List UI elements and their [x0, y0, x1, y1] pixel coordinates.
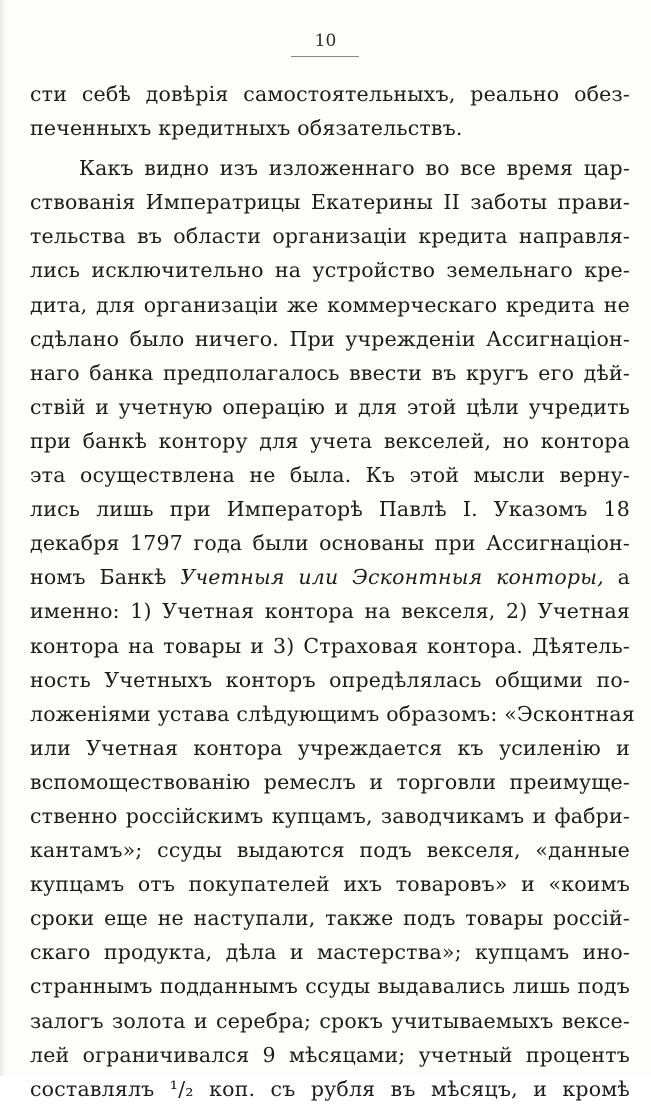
- text-line: ность Учетныхъ конторъ опредѣлялась общими по-: [30, 667, 630, 692]
- text-line: ствій и учетную операцію и для этой цѣли учредить: [30, 394, 630, 419]
- text-line: эта осуществлена не была. Къ этой мысли верну-: [30, 463, 630, 488]
- text-line: вспомоществованію ремеслъ и торговли преимуще-: [30, 769, 630, 794]
- text-line: контора на товары и 3) Страховая контора. Дѣятель-: [30, 633, 630, 658]
- italic-line-suffix: а: [603, 565, 630, 590]
- text-line: печенныхъ кредитныхъ обязательствъ.: [30, 116, 463, 141]
- text-line: ложеніями устава слѣдующимъ образомъ: «Эскoнтная: [30, 701, 635, 726]
- text-line: лись лишь при Императорѣ Павлѣ I. Указомъ 18: [30, 497, 630, 522]
- text-line: сти себѣ довѣрія самостоятельныхъ, реально обез-: [30, 82, 630, 106]
- text-line: дита, для организаціи же коммерческаго кредита не: [30, 292, 630, 317]
- text-line: купцамъ отъ покупателей ихъ товаровъ» и «коимъ: [30, 872, 630, 897]
- text-line: залогъ золота и серебра; срокъ учитываемыхъ вексе-: [30, 1008, 630, 1033]
- text-line: тельства въ области организаціи кредита направля-: [30, 224, 630, 249]
- text-line: кантамъ»; ссуды выдаются подъ векселя, «данные: [30, 838, 630, 863]
- text-line-with-italic: [30, 560, 630, 594]
- text-line: страннымъ подданнымъ ссуды выдавались лишь подъ: [30, 974, 630, 999]
- text-line: наго банка предполагалось ввести въ кругъ его дѣй-: [30, 360, 630, 385]
- text-line: лись исключительно на устройство земельнаго кре-: [30, 258, 630, 283]
- text-line: или Учетная контора учреждается къ усиленію и: [30, 735, 630, 760]
- text-line: лей ограничивался 9 мѣсяцами; учетный процентъ: [30, 1042, 630, 1067]
- text-line: при банкѣ контору для учета векселей, но контора: [30, 428, 630, 453]
- text-line: декабря 1797 года были основаны при Ассигнаціон-: [30, 531, 630, 556]
- body-text: [30, 77, 635, 1106]
- text-line: Какъ видно изъ изложеннаго во все время цар-: [79, 156, 630, 181]
- page-number-rule: [291, 56, 359, 57]
- text-line: ственно россійскимъ купцамъ, заводчикамъ и фабри-: [30, 803, 630, 828]
- italic-phrase: Учетныя или Эсконтныя конторы,: [180, 565, 604, 590]
- page-edge-shadow: [0, 0, 6, 1076]
- text-line: именно: 1) Учетная контора на векселя, 2) Учетная: [30, 599, 630, 624]
- text-line: сроки еще не наступали, также подъ товары россій-: [30, 906, 630, 931]
- italic-line-prefix: номъ Банкѣ: [30, 565, 181, 590]
- page-number: 10: [314, 31, 337, 51]
- text-line: сдѣлано было ничего. При учрежденіи Ассигнаціон-: [30, 326, 630, 351]
- text-line: скаго продукта, дѣла и мастерства»; купцамъ ино-: [30, 940, 630, 965]
- text-line: ствованія Императрицы Екатерины II заботы прави-: [30, 190, 630, 215]
- text-line: составлялъ ¹/₂ коп. съ рубля въ мѣсяцъ, и кромѣ: [30, 1076, 630, 1101]
